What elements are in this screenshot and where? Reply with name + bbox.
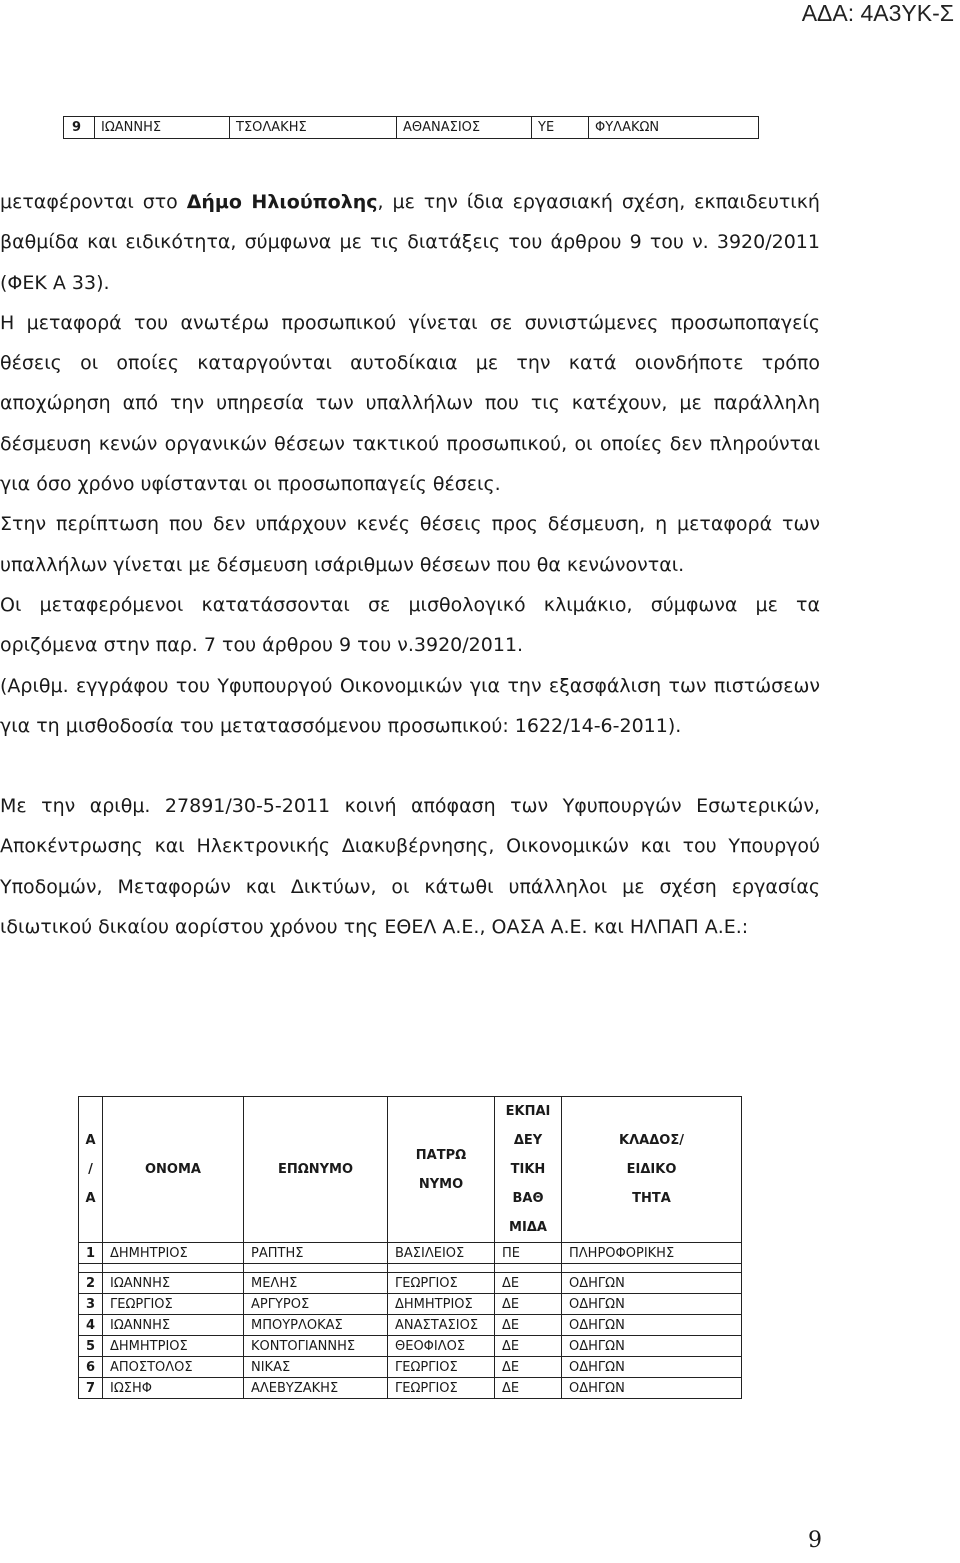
table-row: 3 ΓΕΩΡΓΙΟΣ ΑΡΓΥΡΟΣ ΔΗΜΗΤΡΙΟΣ ΔΕ ΟΔΗΓΩΝ [79, 1294, 742, 1315]
table-row: 4 ΙΩΑΝΝΗΣ ΜΠΟΥΡΛΟΚΑΣ ΑΝΑΣΤΑΣΙΟΣ ΔΕ ΟΔΗΓΩΝ [79, 1315, 742, 1336]
paragraph-positions: Η μεταφορά του ανωτέρω προσωπικού γίνεται σε συνιστώμενες προσωποπαγείς θέσεις οι οποίες καταργούνται αυτοδίκαια με την κατά οιονδήποτε τρόπο αποχώρηση από την υπηρεσία των υπαλλήλων που τις κατέχουν, με παράλληλη δέσμευση κενών οργανικών θέσεων τακτικού προσωπικού, οι οποίες δεν πληρούνται για όσο χρόνο υφίστανται οι προσωποπαγείς θέσεις. [0, 311, 820, 496]
employee-table [78, 1096, 742, 1399]
table-header-row [79, 1097, 742, 1243]
header-aa: Α / Α [79, 1097, 103, 1243]
table-row: 7 ΙΩΣΗΦ ΑΛΕΒΥΖΑΚΗΣ ΓΕΩΡΓΙΟΣ ΔΕ ΟΔΗΓΩΝ [79, 1378, 742, 1399]
header-father-name: ΠΑΤΡΩ ΝΥΜΟ [388, 1097, 495, 1243]
paragraph-salary: Οι μεταφερόμενοι κατατάσσονται σε μισθολογικό κλιμάκιο, σύμφωνα με τα οριζόμενα στην παρ. 7 του άρθρου 9 του ν.3920/2011. [0, 593, 820, 657]
paragraph-decision: Με την αριθμ. 27891/30-5-2011 κοινή απόφαση των Υφυπουργών Εσωτερικών, Αποκέντρωσης και Ηλεκτρονικής Διακυβέρνησης, Οικονομικών και του Υπουργού Υποδομών, Μεταφορών και Δικτύων, οι κάτωθι υπάλληλοι με σχέση εργασίας ιδιωτικού δικαίου αορίστου χρόνου της ΕΘΕΛ Α.Ε., ΟΑΣΑ Α.Ε. και ΗΛΠΑΠ Α.Ε.: [0, 795, 820, 939]
specialty-cell: ΦΥΛΑΚΩΝ [589, 117, 759, 139]
paragraph-no-vacancies: Στην περίπτωση που δεν υπάρχουν κενές θέσεις προς δέσμευση, η μεταφορά των υπαλλήλων γίνεται με δέσμευση ισάριθμων θέσεων που θα κενώνονται. [0, 513, 820, 576]
document-body [0, 182, 820, 947]
top-employee-table [63, 116, 759, 139]
table-row: 5 ΔΗΜΗΤΡΙΟΣ ΚΟΝΤΟΓΙΑΝΝΗΣ ΘΕΟΦΙΛΟΣ ΔΕ ΟΔΗΓΩΝ [79, 1336, 742, 1357]
table-spacer [79, 1264, 742, 1273]
surname-cell: ΤΣΟΛΑΚΗΣ [230, 117, 397, 139]
header-grade: ΕΚΠΑΙ ΔΕΥ ΤΙΚΗ ΒΑΘ ΜΙΔΑ [495, 1097, 562, 1243]
grade-cell: ΥΕ [532, 117, 589, 139]
header-name: ΟΝΟΜΑ [103, 1097, 244, 1243]
paragraph-transfer: μεταφέρονται στο Δήμο Ηλιούπολης, με την ίδια εργασιακή σχέση, εκπαιδευτική βαθμίδα και ειδικότητα, σύμφωνα με τις διατάξεις του άρθρου 9 του ν. 3920/2011 (ΦΕΚ Α 33). [0, 191, 820, 294]
municipality-name: Δήμο Ηλιούπολης [186, 191, 378, 213]
row-number: 9 [64, 117, 95, 139]
header-surname: ΕΠΩΝΥΜΟ [244, 1097, 388, 1243]
table-row [64, 117, 759, 139]
father-name-cell: ΑΘΑΝΑΣΙΟΣ [397, 117, 532, 139]
table-row: 2 ΙΩΑΝΝΗΣ ΜΕΛΗΣ ΓΕΩΡΓΙΟΣ ΔΕ ΟΔΗΓΩΝ [79, 1273, 742, 1294]
page-number: 9 [808, 1528, 822, 1553]
table-row: 6 ΑΠΟΣΤΟΛΟΣ ΝΙΚΑΣ ΓΕΩΡΓΙΟΣ ΔΕ ΟΔΗΓΩΝ [79, 1357, 742, 1378]
header-specialty: ΚΛΑΔΟΣ/ ΕΙΔΙΚΟ ΤΗΤΑ [562, 1097, 742, 1243]
table-row: 1 ΔΗΜΗΤΡΙΟΣ ΡΑΠΤΗΣ ΒΑΣΙΛΕΙΟΣ ΠΕ ΠΛΗΡΟΦΟΡΙΚΗΣ [79, 1243, 742, 1264]
ada-header: ΑΔΑ: 4Α3ΥΚ-Σ [801, 0, 954, 26]
paragraph-funding: (Αριθμ. εγγράφου του Υφυπουργού Οικονομικών για την εξασφάλιση των πιστώσεων για τη μισθοδοσία του μετατασσόμενου προσωπικού: 1622/14-6-2011). [0, 674, 820, 737]
first-name-cell: ΙΩΑΝΝΗΣ [95, 117, 230, 139]
